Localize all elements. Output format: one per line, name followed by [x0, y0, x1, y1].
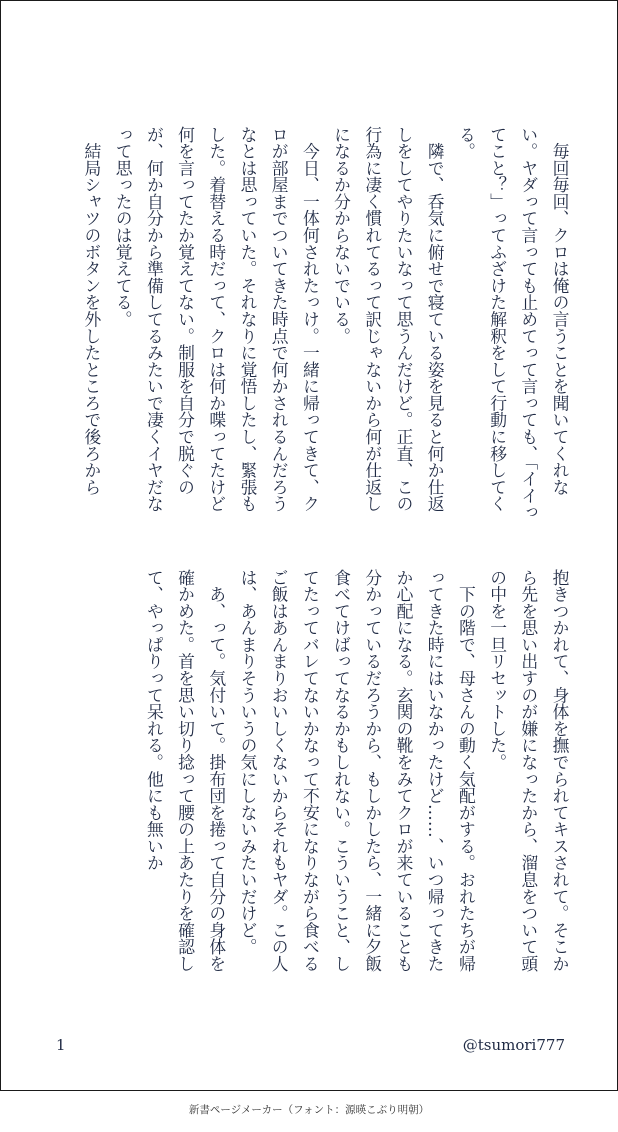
paragraph: 下の階で、母さんの動く気配がする。おれたちが帰ってきた時にはいなかったけど……、いつ帰ってきたか心配になる。玄関の靴をみてクロが来ていることも分かっているだろうから、もしかしたら、一緒に夕飯食べてけばってなるかもしれない。こういうこと、してたってバレてないかなって不安になりながら食べるご飯はあんまりおいしくないからそれもヤダ。この人は、あんまりそういうの気にしないみたいだけど。 — [237, 569, 477, 972]
paragraph: 結局シャツのボタンを外したところで後ろから — [81, 126, 102, 496]
footer-caption: 新書ページメーカー（フォント：源暎こぶり明朝） — [188, 1104, 430, 1116]
paragraph: 今日、一体何されたっけ。一緒に帰ってきて、クロが部屋までついてきた時点で何かされるんだろうなとは思っていた。それなりに覚悟したし、緊張もした。着替える時だって、クロは何か喋ってたけど何を言ってたか覚えてない。制服を自分で脱ぐのが、何か自分から準備してるみたいで凄くイヤだなって思ったのは覚えてる。 — [113, 126, 321, 513]
page-number: 1 — [56, 1036, 66, 1054]
paragraph: 抱きつかれて、身体を撫でられてキスされて。そこから先を思い出すのが嫌になったから、溜息をついて頭の中を一旦リセットした。 — [487, 569, 570, 972]
paragraph: 毎回毎回、クロは俺の言うことを聞いてくれない。ヤダって言っても止めてって言っても、「イイってこと？」ってふざけた解釈をして行動に移してくる。 — [456, 126, 570, 521]
upper-text-block — [65, 126, 575, 526]
author-handle: @tsumori777 — [462, 1036, 565, 1054]
paragraph: 隣で、呑気に俯せで寝ている姿を見ると何か仕返しをしてやりたいなって思うんだけど。正直、この行為に凄く慣れてるって訳じゃないから何が仕返しになるか分からないでいる。 — [331, 126, 446, 513]
lower-text-block — [65, 569, 575, 984]
paragraph: あ、って。気付いて。掛布団を捲って自分の身体を確かめた。首を思い切り捻って腰の上あたりを確認して、やっぱりって呆れる。他にも無いか — [144, 569, 227, 972]
